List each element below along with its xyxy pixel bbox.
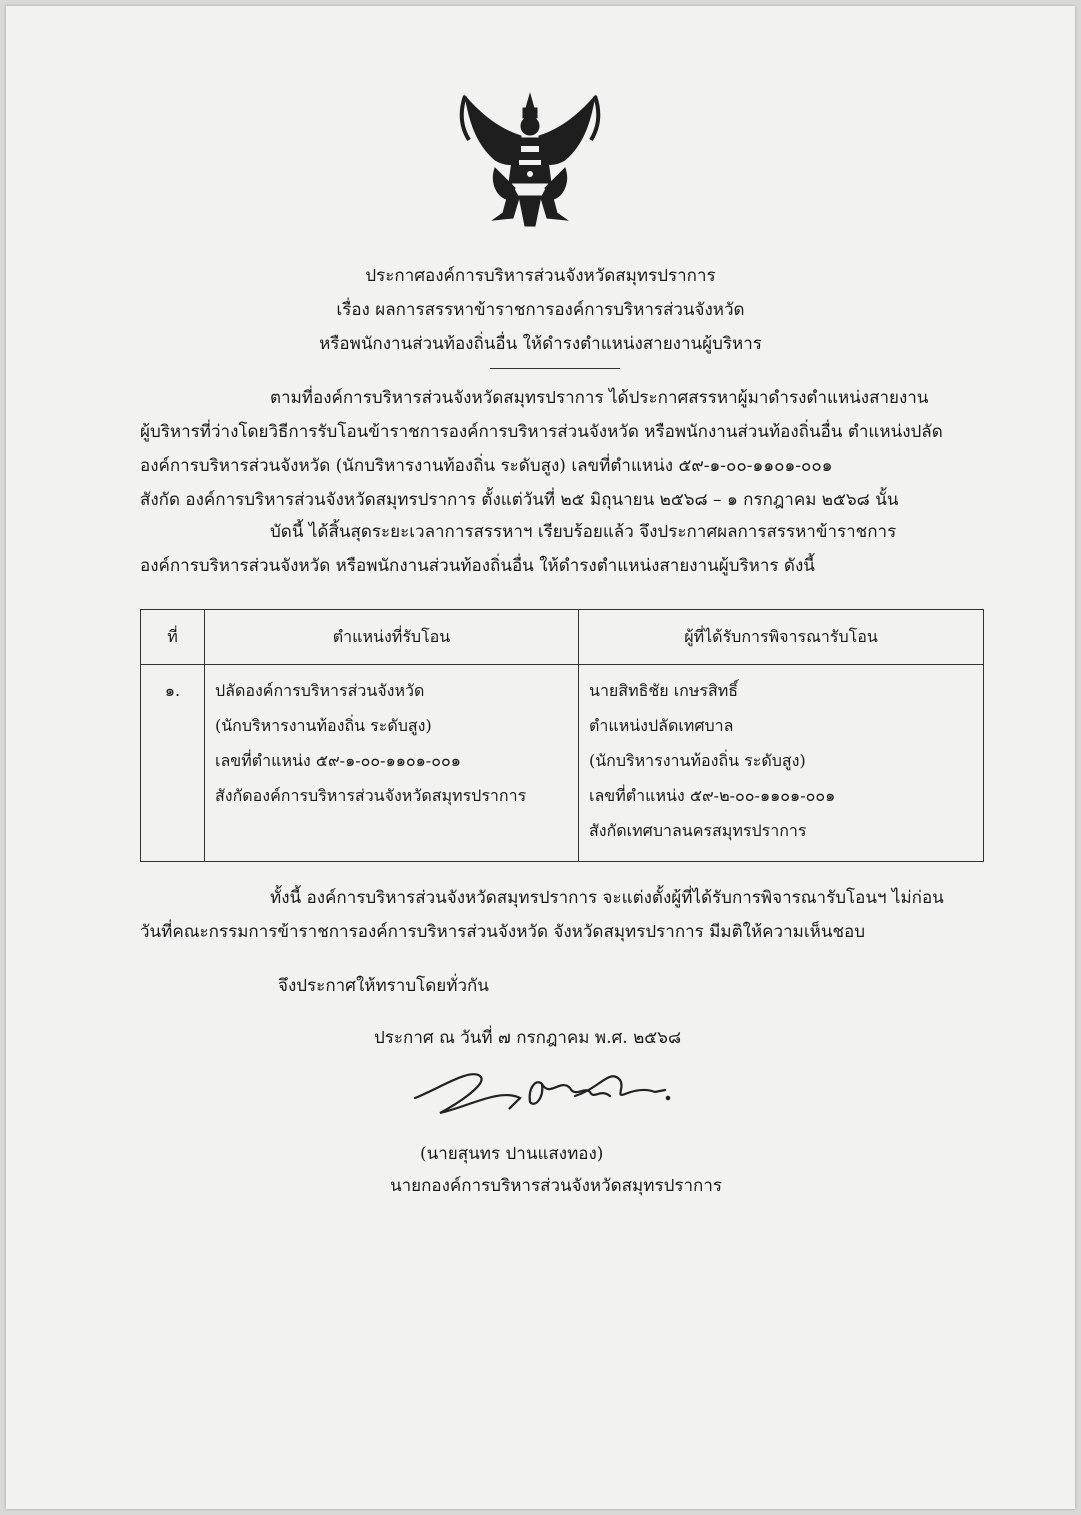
subject-line-1: เรื่อง ผลการสรรหาข้าราชการองค์การบริหารส่วนจังหวัด	[336, 300, 745, 320]
person-line: สังกัดเทศบาลนครสมุทรปราการ	[589, 821, 807, 840]
person-cell	[579, 665, 984, 862]
paragraph-1-line-3: องค์การบริหารส่วนจังหวัด (นักบริหารงานท้องถิ่น ระดับสูง) เลขที่ตำแหน่ง ๕๙-๑-๐๐-๑๑๐๑-๐๐๑	[140, 456, 833, 476]
header-person: ผู้ที่ได้รับการพิจารณารับโอน	[579, 610, 984, 665]
signatory-title: นายกองค์การบริหารส่วนจังหวัดสมุทรปราการ	[390, 1176, 723, 1196]
position-line: เลขที่ตำแหน่ง ๕๙-๑-๐๐-๑๑๐๑-๐๐๑	[215, 751, 461, 770]
person-line: (นักบริหารงานท้องถิ่น ระดับสูง)	[589, 751, 806, 770]
person-line: นายสิทธิชัย เกษรสิทธิ์	[589, 681, 739, 700]
paragraph-3-line-1: ทั้งนี้ องค์การบริหารส่วนจังหวัดสมุทรปราการ จะแต่งตั้งผู้ที่ได้รับการพิจารณารับโอนฯ ไม่ก่อน	[270, 888, 944, 908]
paragraph-1-line-2: ผู้บริหารที่ว่างโดยวิธีการรับโอนข้าราชการองค์การบริหารส่วนจังหวัด หรือพนักงานส่วนท้องถิ่นอื่น ตำแหน่งปลัด	[140, 422, 943, 442]
signature-icon	[410, 1058, 680, 1138]
garuda-emblem-icon	[455, 88, 605, 234]
table-row	[141, 665, 984, 862]
paragraph-1-line-4: สังกัด องค์การบริหารส่วนจังหวัดสมุทรปราการ ตั้งแต่วันที่ ๒๕ มิถุนายน ๒๕๖๘ – ๑ กรกฎาคม ๒๕๖๘ นั้น	[140, 490, 899, 510]
position-line: สังกัดองค์การบริหารส่วนจังหวัดสมุทรปราการ	[215, 786, 527, 805]
row-number: ๑.	[141, 665, 205, 862]
position-line: ปลัดองค์การบริหารส่วนจังหวัด	[215, 681, 425, 700]
result-table	[140, 609, 984, 862]
person-line: ตำแหน่งปลัดเทศบาล	[589, 716, 734, 735]
subject-line-2: หรือพนักงานส่วนท้องถิ่นอื่น ให้ดำรงตำแหน่งสายงานผู้บริหาร	[319, 334, 762, 354]
header-position: ตำแหน่งที่รับโอน	[205, 610, 579, 665]
signatory-name: (นายสุนทร ปานแสงทอง)	[420, 1144, 604, 1164]
position-line: (นักบริหารงานท้องถิ่น ระดับสูง)	[215, 716, 432, 735]
announcement-title: ประกาศองค์การบริหารส่วนจังหวัดสมุทรปราการ	[365, 266, 716, 286]
paragraph-3-line-2: วันที่คณะกรรมการข้าราชการองค์การบริหารส่วนจังหวัด จังหวัดสมุทรปราการ มีมติให้ความเห็นชอบ	[140, 922, 866, 942]
announcement-date: ประกาศ ณ วันที่ ๗ กรกฎาคม พ.ศ. ๒๕๖๘	[374, 1028, 682, 1048]
closing-statement: จึงประกาศให้ทราบโดยทั่วกัน	[278, 976, 489, 996]
position-cell	[205, 665, 579, 862]
paragraph-2-line-2: องค์การบริหารส่วนจังหวัด หรือพนักงานส่วนท้องถิ่นอื่น ให้ดำรงตำแหน่งสายงานผู้บริหาร ดังนี้	[140, 556, 815, 576]
paragraph-2-line-1: บัดนี้ ได้สิ้นสุดระยะเวลาการสรรหาฯ เรียบร้อยแล้ว จึงประกาศผลการสรรหาข้าราชการ	[270, 522, 897, 542]
header-no: ที่	[141, 610, 205, 665]
header-divider	[490, 368, 620, 369]
paragraph-1-line-1: ตามที่องค์การบริหารส่วนจังหวัดสมุทรปราการ ได้ประกาศสรรหาผู้มาดำรงตำแหน่งสายงาน	[270, 388, 929, 408]
person-line: เลขที่ตำแหน่ง ๕๙-๒-๐๐-๑๑๐๑-๐๐๑	[589, 786, 836, 805]
table-header-row	[141, 610, 984, 665]
